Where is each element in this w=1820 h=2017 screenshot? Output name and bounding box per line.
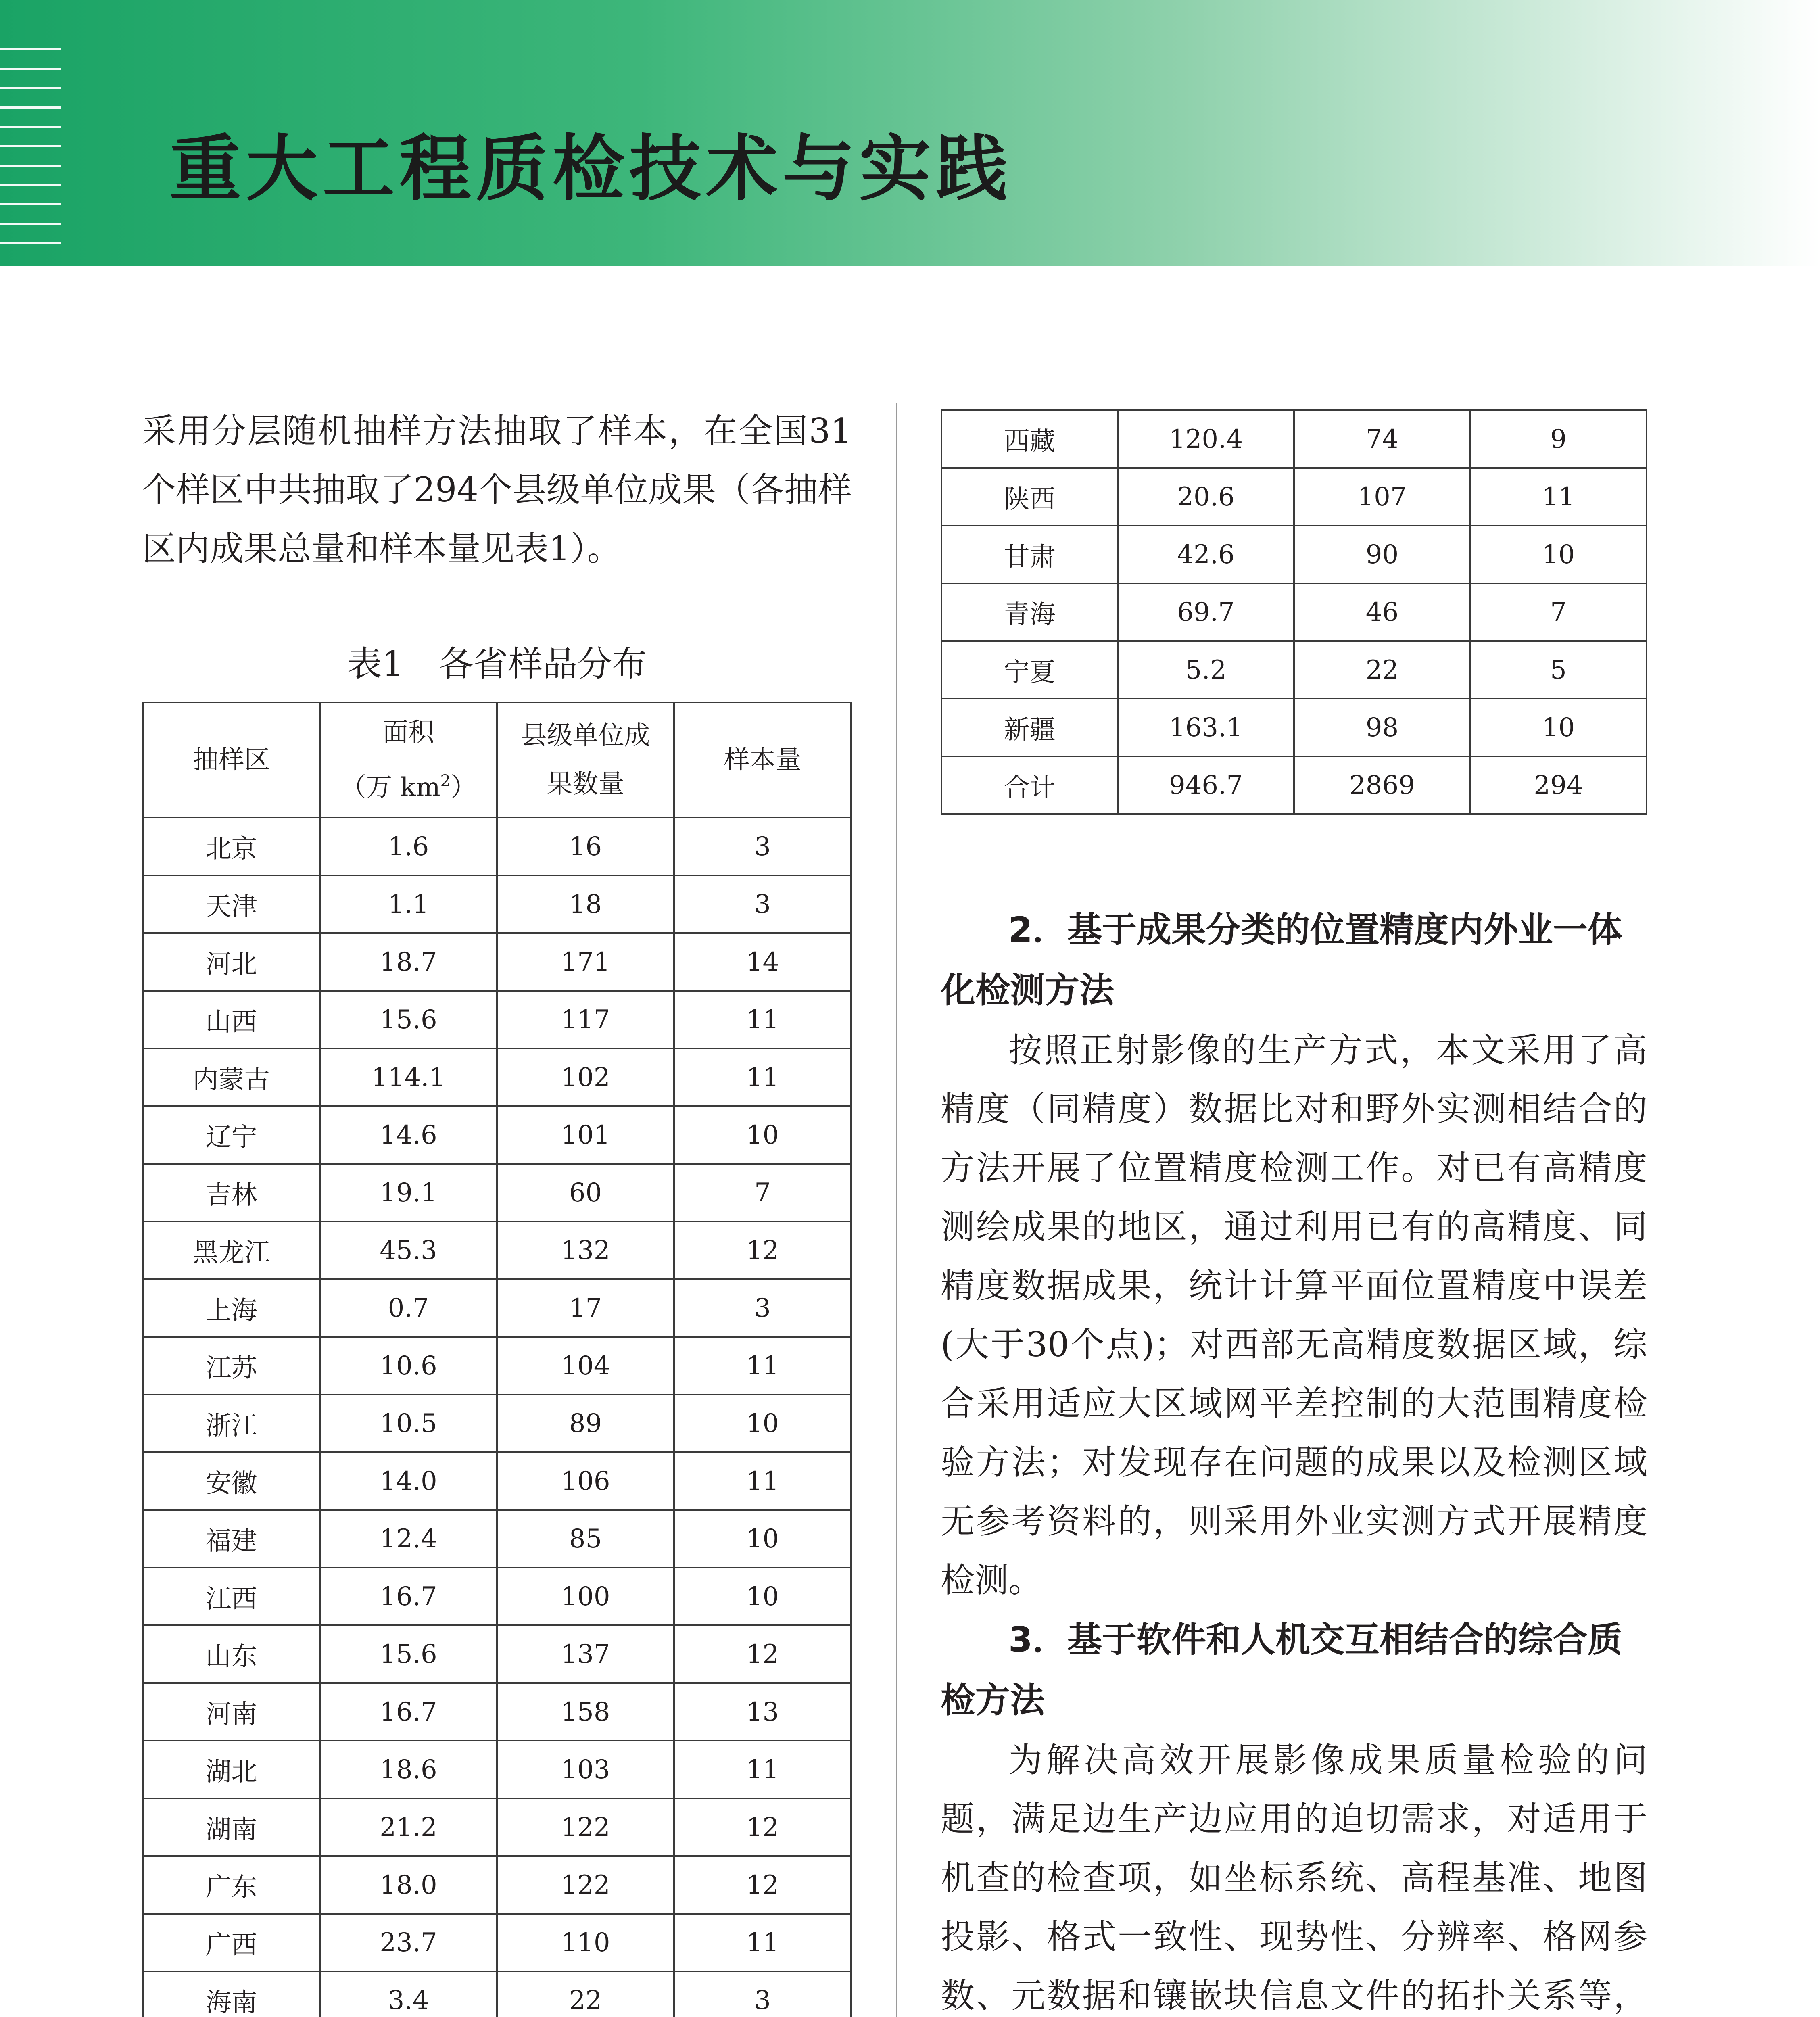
cell-area: 21.2 [320,1798,497,1856]
cell-sample: 10 [1470,699,1647,756]
cell-count: 102 [497,1048,674,1106]
table-row [143,1683,851,1741]
cell-area: 69.7 [1118,583,1294,641]
cell-area: 23.7 [320,1914,497,1971]
cell-sample: 5 [1470,641,1647,699]
table-row [143,1106,851,1164]
header-sample: 样本量 [674,702,851,818]
cell-sample: 12 [674,1625,851,1683]
cell-count: 46 [1294,583,1470,641]
cell-region: 山西 [143,991,320,1048]
cell-area: 114.1 [320,1048,497,1106]
cell-sample: 10 [674,1106,851,1164]
table-row [143,1914,851,1971]
table-row [143,1395,851,1452]
section-3-heading: 3．基于软件和人机交互相结合的综合质检方法 [941,1620,1622,1721]
cell-count: 90 [1294,526,1470,583]
table-row [143,1856,851,1914]
cell-count: 2869 [1294,756,1470,814]
cell-region: 宁夏 [941,641,1118,699]
cell-count: 98 [1294,699,1470,756]
cell-count: 132 [497,1221,674,1279]
table-row [941,468,1647,526]
cell-sample: 3 [674,818,851,875]
cell-count: 158 [497,1683,674,1741]
cell-count: 22 [497,1971,674,2017]
cell-count: 104 [497,1337,674,1395]
cell-sample: 7 [674,1164,851,1221]
cell-area: 16.7 [320,1568,497,1625]
left-table-body [143,818,851,2017]
cell-region: 辽宁 [143,1106,320,1164]
header-area-line1: 面积 [382,718,434,748]
book-title: 重大工程质检技术与实践 [169,127,1012,211]
header-area-line2 [321,757,496,812]
section-3-body: 为解决高效开展影像成果质量检验的问题，满足边生产边应用的迫切需求，对适用于机查的检查项，如坐标系统、高程基准、地图投影、格式一致性、现势性、分辨率、格网参数、元数据和镶嵌块信息文件的拓扑关系等， [941,1740,1647,2015]
cell-sample: 3 [674,1971,851,2017]
province-sample-table [142,702,852,2017]
table-row [143,1164,851,1221]
cell-sample: 9 [1470,410,1647,468]
cell-region: 陕西 [941,468,1118,526]
cell-sample: 11 [674,1914,851,1971]
cell-count: 89 [497,1395,674,1452]
intro-paragraph: 采用分层随机抽样方法抽取了样本，在全国31个样区中共抽取了294个县级单位成果（各抽样区内成果总量和样本量见表1）。 [142,411,852,568]
cell-region: 河北 [143,933,320,991]
table-row [143,818,851,875]
cell-count: 103 [497,1741,674,1798]
cell-area: 14.6 [320,1106,497,1164]
cell-count: 18 [497,875,674,933]
cell-count: 101 [497,1106,674,1164]
cell-area: 16.7 [320,1683,497,1741]
header-region: 抽样区 [143,702,320,818]
header-count [497,702,674,818]
cell-region: 青海 [941,583,1118,641]
cell-sample: 10 [674,1568,851,1625]
cell-sample: 13 [674,1683,851,1741]
cell-sample: 10 [674,1510,851,1568]
column-divider [896,403,897,2017]
cell-area: 18.0 [320,1856,497,1914]
header-stripes [0,48,61,250]
cell-sample: 11 [674,1741,851,1798]
cell-region: 湖北 [143,1741,320,1798]
cell-region: 湖南 [143,1798,320,1856]
table-row [143,1971,851,2017]
table-row [143,1337,851,1395]
cell-area: 5.2 [1118,641,1294,699]
cell-sample: 294 [1470,756,1647,814]
cell-count: 60 [497,1164,674,1221]
section-2-heading: 2．基于成果分类的位置精度内外业一体化检测方法 [941,910,1622,1011]
cell-area: 0.7 [320,1279,497,1337]
table-row [941,641,1647,699]
cell-count: 17 [497,1279,674,1337]
cell-region: 福建 [143,1510,320,1568]
cell-region: 河南 [143,1683,320,1741]
cell-area: 10.6 [320,1337,497,1395]
table-row [143,1221,851,1279]
cell-count: 122 [497,1856,674,1914]
cell-area: 18.7 [320,933,497,991]
cell-region: 北京 [143,818,320,875]
cell-region: 天津 [143,875,320,933]
table-row [941,583,1647,641]
table-row [143,1048,851,1106]
header-area-unit: （万 km [340,773,440,802]
cell-region: 山东 [143,1625,320,1683]
cell-sample: 14 [674,933,851,991]
table-row [143,875,851,933]
cell-region: 安徽 [143,1452,320,1510]
cell-region: 合计 [941,756,1118,814]
cell-area: 19.1 [320,1164,497,1221]
table-row [143,1798,851,1856]
cell-region: 吉林 [143,1164,320,1221]
table-row [941,526,1647,583]
cell-region: 内蒙古 [143,1048,320,1106]
table-row [143,1568,851,1625]
table-row [941,410,1647,468]
cell-region: 江西 [143,1568,320,1625]
cell-sample: 11 [674,991,851,1048]
header-area-sup: 2 [440,772,451,790]
section-2-body: 按照正射影像的生产方式，本文采用了高精度（同精度）数据比对和野外实测相结合的方法开展了位置精度检测工作。对已有高精度测绘成果的地区，通过利用已有的高精度、同精度数据成果，统计计算平面位置精度中误差(大于30个点)；对西部无高精度数据区域，综合采用适应大区域网平差控制的大范围精度检验方法；对发现存在问题的成果以及检测区域无参考资料的，则采用外业实测方式开展精度检测。 [941,1030,1647,1600]
table-row [143,1741,851,1798]
table-row [941,699,1647,756]
table-row [143,991,851,1048]
cell-area: 163.1 [1118,699,1294,756]
cell-region: 广西 [143,1914,320,1971]
cell-region: 新疆 [941,699,1118,756]
cell-area: 18.6 [320,1741,497,1798]
table-row [143,1625,851,1683]
cell-sample: 11 [674,1048,851,1106]
table-row [143,1279,851,1337]
cell-area: 42.6 [1118,526,1294,583]
table-row [143,933,851,991]
cell-area: 12.4 [320,1510,497,1568]
cell-count: 100 [497,1568,674,1625]
cell-area: 3.4 [320,1971,497,2017]
cell-area: 1.6 [320,818,497,875]
cell-sample: 3 [674,875,851,933]
left-column [142,401,852,2017]
header-area-close: ） [451,773,477,802]
cell-count: 107 [1294,468,1470,526]
cell-region: 上海 [143,1279,320,1337]
header-count-line2: 果数量 [547,769,624,799]
cell-area: 1.1 [320,875,497,933]
cell-count: 85 [497,1510,674,1568]
header-area [320,702,497,818]
cell-sample: 12 [674,1221,851,1279]
cell-area: 20.6 [1118,468,1294,526]
cell-sample: 11 [1470,468,1647,526]
cell-sample: 10 [674,1395,851,1452]
cell-count: 117 [497,991,674,1048]
cell-area: 45.3 [320,1221,497,1279]
cell-region: 西藏 [941,410,1118,468]
cell-count: 137 [497,1625,674,1683]
cell-area: 10.5 [320,1395,497,1452]
cell-sample: 11 [674,1452,851,1510]
cell-sample: 12 [674,1798,851,1856]
cell-region: 甘肃 [941,526,1118,583]
cell-sample: 7 [1470,583,1647,641]
cell-count: 110 [497,1914,674,1971]
table-header-row [143,702,851,818]
cell-area: 14.0 [320,1452,497,1510]
province-sample-table-continued [941,409,1647,815]
table-caption: 表1 各省样品分布 [347,644,647,684]
table-row [143,1452,851,1510]
cell-area: 946.7 [1118,756,1294,814]
cell-region: 江苏 [143,1337,320,1395]
cell-area: 15.6 [320,991,497,1048]
cell-area: 15.6 [320,1625,497,1683]
cell-count: 22 [1294,641,1470,699]
right-column [941,409,1647,2017]
cell-sample: 10 [1470,526,1647,583]
table-row [941,756,1647,814]
cell-region: 广东 [143,1856,320,1914]
cell-area: 120.4 [1118,410,1294,468]
cell-sample: 11 [674,1337,851,1395]
cell-sample: 12 [674,1856,851,1914]
cell-sample: 3 [674,1279,851,1337]
right-table-body [941,410,1647,814]
cell-region: 黑龙江 [143,1221,320,1279]
header-count-line1: 县级单位成 [521,721,650,751]
cell-region: 海南 [143,1971,320,2017]
cell-count: 16 [497,818,674,875]
table-row [143,1510,851,1568]
cell-count: 122 [497,1798,674,1856]
cell-count: 74 [1294,410,1470,468]
cell-count: 106 [497,1452,674,1510]
cell-region: 浙江 [143,1395,320,1452]
cell-count: 171 [497,933,674,991]
